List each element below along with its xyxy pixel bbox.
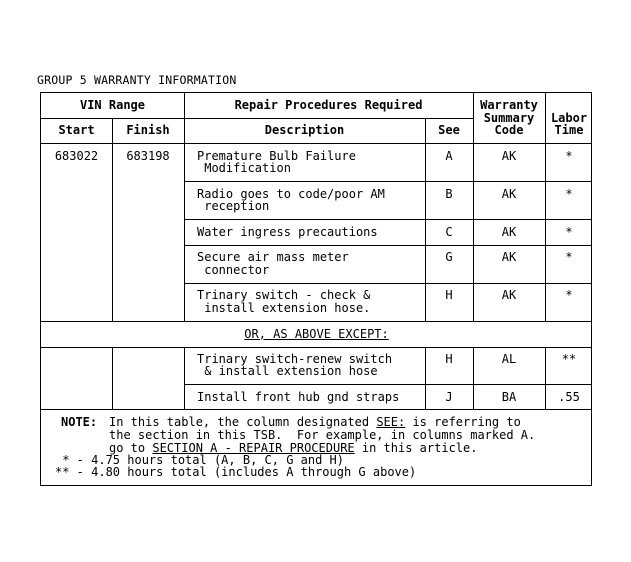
row-code: AK xyxy=(501,250,517,264)
note-see-ref: SEE: xyxy=(376,415,406,429)
note-text-3b: in this article. xyxy=(354,441,478,455)
row-time: * xyxy=(565,149,573,163)
or-as-above-except: OR, AS ABOVE EXCEPT: xyxy=(244,327,389,341)
note-text-3a: go to xyxy=(109,441,153,455)
note-line-2: the section in this TSB. For example, in columns marked A. xyxy=(109,428,536,442)
row-description: Premature Bulb Failure xyxy=(197,149,356,163)
note-label: NOTE: xyxy=(61,415,98,429)
row-code: AK xyxy=(501,187,517,201)
row-code: BA xyxy=(501,390,517,404)
header-repair-procedures: Repair Procedures Required xyxy=(234,98,423,112)
rule-row4 xyxy=(184,283,592,284)
row-code: AK xyxy=(501,149,517,163)
row-description: Trinary switch - check & xyxy=(197,288,371,302)
row-code: AL xyxy=(501,352,517,366)
rule-group2-bottom xyxy=(41,409,592,410)
row-description: Radio goes to code/poor AM xyxy=(197,187,385,201)
row-description: Trinary switch-renew switch xyxy=(197,352,393,366)
vin-finish: 683198 xyxy=(126,149,170,163)
row-code: AK xyxy=(501,288,517,302)
warranty-table xyxy=(40,92,592,486)
note-text-1a: In this table, the column designated xyxy=(109,415,377,429)
row-description-cont: & install extension hose xyxy=(197,364,378,378)
row-time: * xyxy=(565,225,573,239)
header-finish: Finish xyxy=(126,123,170,137)
header-see: See xyxy=(438,123,460,137)
rule-row6 xyxy=(184,384,592,385)
row-time: * xyxy=(565,288,573,302)
header-start: Start xyxy=(58,123,95,137)
header-warranty-3: Code xyxy=(494,123,524,137)
row-description-cont: install extension hose. xyxy=(197,301,371,315)
note-line-1 xyxy=(109,416,521,429)
row-code: AK xyxy=(501,225,517,239)
row-see: B xyxy=(445,187,453,201)
rule-row2 xyxy=(184,219,592,220)
row-time: * xyxy=(565,187,573,201)
section-a-link[interactable]: SECTION A - REPAIR PROCEDURE xyxy=(152,441,355,455)
row-description-cont: connector xyxy=(197,263,270,277)
rule-start-finish-2 xyxy=(112,347,113,409)
row-description: Water ingress precautions xyxy=(197,225,378,239)
row-time: ** xyxy=(561,352,577,366)
header-labor-1: Labor xyxy=(550,111,588,125)
row-see: G xyxy=(445,250,453,264)
rule-header-mid xyxy=(41,118,473,119)
row-description: Secure air mass meter xyxy=(197,250,349,264)
row-see: H xyxy=(445,288,453,302)
row-description: Install front hub gnd straps xyxy=(197,390,400,404)
header-description: Description xyxy=(264,123,345,137)
row-time: .55 xyxy=(558,390,580,404)
rule-header-bottom xyxy=(41,143,592,144)
header-warranty-2: Summary xyxy=(483,111,535,125)
vin-start: 683022 xyxy=(54,149,99,163)
row-description-cont: reception xyxy=(197,199,270,213)
row-description-cont: Modification xyxy=(197,161,291,175)
rule-row3 xyxy=(184,245,592,246)
rule-start-finish xyxy=(112,118,113,321)
rule-row1 xyxy=(184,181,592,182)
row-see: H xyxy=(445,352,453,366)
header-warranty-1: Warranty xyxy=(480,98,538,112)
header-labor-2: Time xyxy=(554,123,584,137)
rule-group1-bottom xyxy=(41,321,592,322)
group-title: GROUP 5 WARRANTY INFORMATION xyxy=(37,73,237,87)
header-vin-range: VIN Range xyxy=(79,98,146,112)
row-see: C xyxy=(445,225,453,239)
note-line-5: ** - 4.80 hours total (includes A through G above) xyxy=(55,465,417,479)
note-text-1b: is referring to xyxy=(405,415,521,429)
row-time: * xyxy=(565,250,573,264)
row-see: J xyxy=(445,390,453,404)
rule-vin-desc-2 xyxy=(184,347,185,409)
note-line-4: * - 4.75 hours total (A, B, C, G and H) xyxy=(55,453,344,467)
row-see: A xyxy=(445,149,453,163)
rule-or-bottom xyxy=(41,347,592,348)
